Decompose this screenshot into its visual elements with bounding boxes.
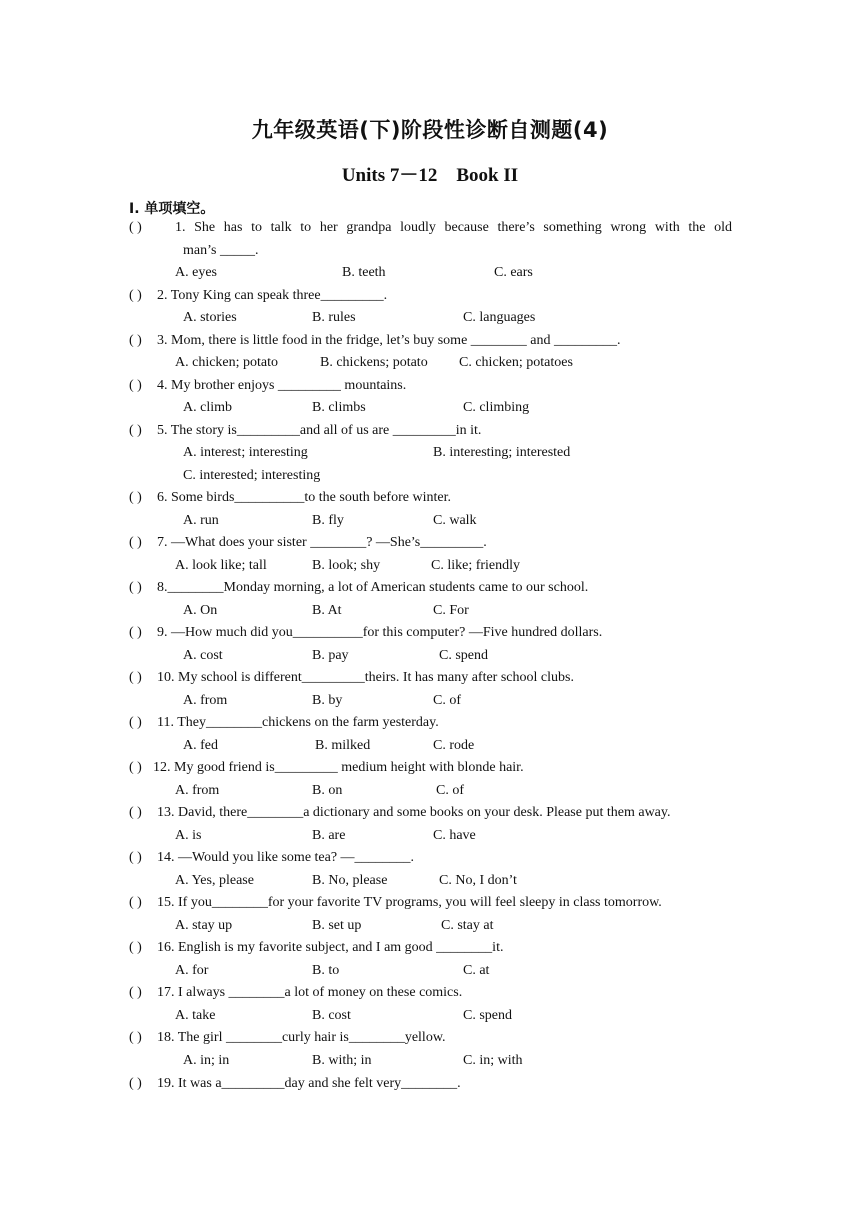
question-6 [129,490,451,506]
option-b[interactable]: B. teeth [342,265,386,280]
page-title: 九年级英语(下)阶段性诊断自测题(4) [251,118,609,142]
question-stem: 7. —What does your sister ________? —She’s_________. [157,535,487,550]
option-b[interactable]: B. are [312,828,346,843]
option-a[interactable]: A. fed [183,738,218,753]
question-10 [129,670,574,686]
question-stem: 15. If you________for your favorite TV programs, you will feel sleepy in class tomorrow. [157,895,662,910]
option-a[interactable]: A. run [183,513,219,528]
question-stem: 17. I always ________a lot of money on these comics. [157,985,463,1000]
option-c[interactable]: C. chicken; potatoes [459,355,573,370]
answer-blank[interactable]: ( ) [129,670,142,685]
question-13 [129,805,670,821]
option-b[interactable]: B. rules [312,310,356,325]
option-b[interactable]: B. on [312,783,343,798]
option-c[interactable]: C. have [433,828,476,843]
question-stem: 4. My brother enjoys _________ mountains. [157,378,407,393]
option-c[interactable]: C. climbing [463,400,530,415]
option-c[interactable]: C. walk [433,513,477,528]
question-stem: 2. Tony King can speak three_________. [157,288,388,303]
option-c[interactable]: C. For [433,603,469,618]
option-c[interactable]: C. spend [439,648,488,663]
option-b[interactable]: B. pay [312,648,349,663]
answer-blank[interactable]: ( ) [129,715,142,730]
option-b[interactable]: B. with; in [312,1053,372,1068]
option-c[interactable]: C. No, I don’t [439,873,517,888]
option-a[interactable]: A. from [175,783,220,798]
option-c[interactable]: C. at [463,963,490,978]
question-4 [129,378,406,394]
option-b[interactable]: B. by [312,693,343,708]
answer-blank[interactable]: ( ) [129,940,142,955]
option-a[interactable]: A. On [183,603,218,618]
question-stem: 19. It was a_________day and she felt very________. [157,1076,461,1091]
answer-blank[interactable]: ( ) [129,805,142,820]
option-b[interactable]: B. milked [315,738,371,753]
option-a[interactable]: A. eyes [175,265,217,280]
question-stem: 14. —Would you like some tea? —________. [157,850,415,865]
answer-blank[interactable]: ( ) [129,985,142,1000]
option-c[interactable]: C. spend [463,1008,512,1023]
option-a[interactable]: A. climb [183,400,232,415]
option-b[interactable]: B. At [312,603,342,618]
option-b[interactable]: B. No, please [312,873,388,888]
answer-blank[interactable]: ( ) [129,1030,142,1045]
option-c[interactable]: C. rode [433,738,475,753]
question-3 [129,333,621,349]
option-a[interactable]: A. chicken; potato [175,355,279,370]
answer-blank[interactable]: ( ) [129,288,142,303]
option-a[interactable]: A. stories [183,310,237,325]
option-c[interactable]: C. like; friendly [431,558,521,573]
question-stem: 13. David, there________a dictionary and some books on your desk. Please put them away. [157,805,671,820]
option-c[interactable]: C. in; with [463,1053,523,1068]
option-a[interactable]: A. for [175,963,209,978]
option-a[interactable]: A. Yes, please [175,873,254,888]
question-stem: 8.________Monday morning, a lot of American students came to our school. [157,580,589,595]
answer-blank[interactable]: ( ) [129,760,142,775]
option-a[interactable]: A. in; in [183,1053,230,1068]
answer-blank[interactable]: ( ) [129,1076,142,1091]
option-a[interactable]: A. interest; interesting [183,445,308,460]
section-heading: I. 单项填空。 [129,201,215,217]
answer-blank[interactable]: ( ) [129,423,142,438]
question-5 [129,423,481,439]
question-stem: 6. Some birds__________to the south before winter. [157,490,451,505]
question-9 [129,625,602,641]
answer-blank[interactable]: ( ) [129,333,142,348]
option-b[interactable]: B. climbs [312,400,366,415]
answer-blank[interactable]: ( ) [129,535,142,550]
question-stem: 12. My good friend is_________ medium height with blonde hair. [153,760,524,775]
answer-blank[interactable]: ( ) [129,220,142,235]
question-12 [129,760,524,776]
question-stem: 1. She has to talk to her grandpa loudly because there’s something wrong with the old [175,220,732,235]
answer-blank[interactable]: ( ) [129,895,142,910]
option-b[interactable]: B. look; shy [312,558,381,573]
option-b[interactable]: B. fly [312,513,344,528]
option-a[interactable]: A. is [175,828,202,843]
question-stem: 9. —How much did you__________for this computer? —Five hundred dollars. [157,625,603,640]
question-stem: 3. Mom, there is little food in the fridge, let’s buy some ________ and _________. [157,333,621,348]
option-b[interactable]: B. chickens; potato [320,355,428,370]
answer-blank[interactable]: ( ) [129,625,142,640]
question-stem: 16. English is my favorite subject, and I am good ________it. [157,940,504,955]
option-a[interactable]: A. look like; tall [175,558,267,573]
question-17 [129,985,462,1001]
option-c[interactable]: C. languages [463,310,536,325]
question-14 [129,850,414,866]
option-b[interactable]: B. to [312,963,340,978]
question-18 [129,1030,446,1046]
question-19 [129,1076,461,1092]
option-b[interactable]: B. cost [312,1008,351,1023]
option-c[interactable]: C. of [433,693,461,708]
question-15 [129,895,662,911]
answer-blank[interactable]: ( ) [129,850,142,865]
option-b[interactable]: B. set up [312,918,362,933]
question-stem: 10. My school is different_________theirs. It has many after school clubs. [157,670,574,685]
question-1 [129,220,157,236]
option-c[interactable]: C. stay at [441,918,494,933]
option-a[interactable]: A. cost [183,648,223,663]
question-8 [129,580,588,596]
question-7 [129,535,487,551]
option-c[interactable]: C. ears [494,265,533,280]
answer-blank[interactable]: ( ) [129,490,142,505]
page-subtitle: Units 7－12 Book II [341,165,519,186]
question-stem: 11. They________chickens on the farm yesterday. [157,715,439,730]
question-11 [129,715,439,731]
question-2 [129,288,387,304]
option-a[interactable]: A. from [183,693,228,708]
answer-blank[interactable]: ( ) [129,378,142,393]
answer-blank[interactable]: ( ) [129,580,142,595]
question-16 [129,940,503,956]
option-b[interactable]: B. interesting; interested [433,445,571,460]
option-a[interactable]: A. stay up [175,918,233,933]
question-stem-continued: man’s _____. [183,243,259,258]
question-stem: 18. The girl ________curly hair is________yellow. [157,1030,446,1045]
question-stem: 5. The story is_________and all of us are _________in it. [157,423,482,438]
option-c[interactable]: C. of [436,783,464,798]
option-a[interactable]: A. take [175,1008,216,1023]
option-c[interactable]: C. interested; interesting [183,468,321,483]
